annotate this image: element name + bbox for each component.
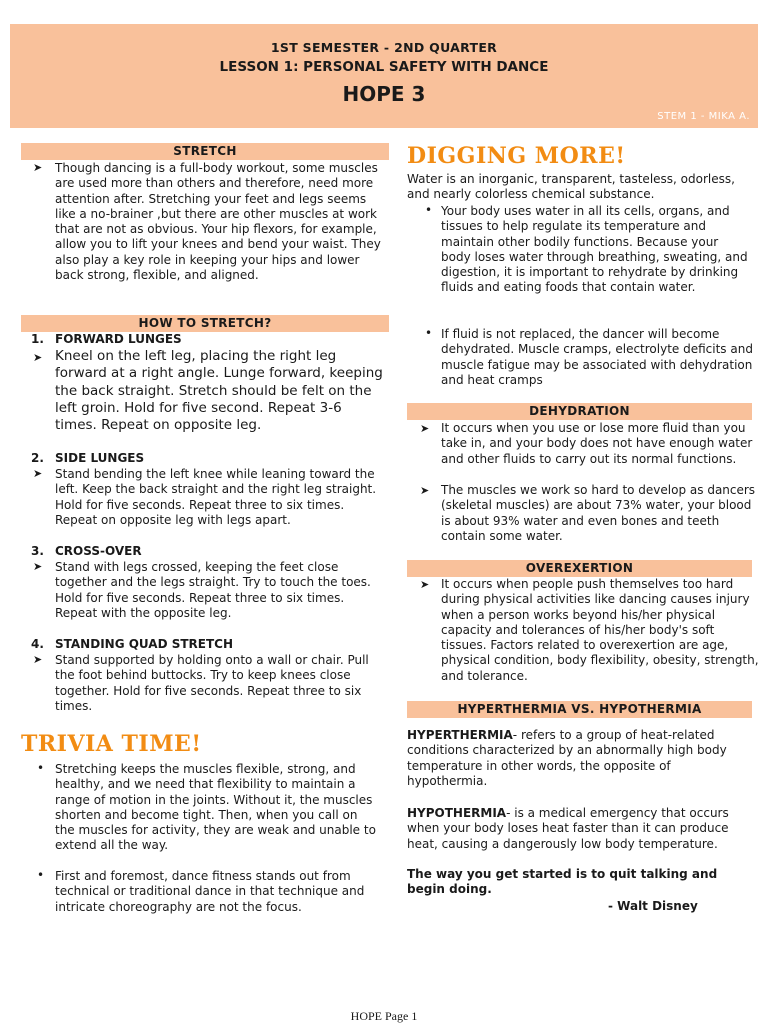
subject-title: HOPE 3 xyxy=(342,82,426,106)
cross-over-text: Stand with legs crossed, keeping the feet close together and the legs straight. Try to touch the toes. Hold for five seconds. Repeat three to six times. Repeat with the opposite leg. xyxy=(55,560,371,620)
lesson-title: LESSON 1: PERSONAL SAFETY WITH DANCE xyxy=(219,59,549,75)
item-number: 1. xyxy=(31,332,44,346)
quad-stretch-text: Stand supported by holding onto a wall or chair. Pull the foot behind buttocks. Try to keep knees close together. Hold for five seconds. Repeat three to six times. xyxy=(55,653,369,713)
arrow-bullet-icon: ➤ xyxy=(420,484,430,497)
trivia-bullet-1: Stretching keeps the muscles flexible, strong, and healthy, and we need that flexibility to maintain a range of motion in the joints. Without it, the muscles shorten and become tight. Then, when you call on the muscles for activity, they are weak and unable to extend all the way. xyxy=(55,762,376,853)
page-header xyxy=(10,24,758,128)
trivia-time-title: TRIVIA TIME! xyxy=(21,731,202,757)
overexertion-heading: OVEREXERTION xyxy=(407,560,752,577)
hyperthermia-definition: - refers to a group of heat-related conditions characterized by an abnormally high body temperature in other words, the opposite of hypothermia. xyxy=(407,728,727,788)
semester-label: 1ST SEMESTER - 2ND QUARTER xyxy=(270,40,498,55)
item-number: 3. xyxy=(31,544,44,558)
digging-more-title: DIGGING MORE! xyxy=(407,143,626,169)
page-footer: HOPE Page 1 xyxy=(350,1009,418,1023)
side-lunges-text: Stand bending the left knee while leaning toward the left. Keep the back straight and the right leg straight. Hold for five seconds. Repeat three to six times. Repeat on opposite leg with legs apart. xyxy=(55,467,377,527)
digging-intro: Water is an inorganic, transparent, tasteless, odorless, and nearly colorless chemical substance. xyxy=(407,172,735,202)
arrow-bullet-icon: ➤ xyxy=(33,653,43,666)
how-to-stretch-heading: HOW TO STRETCH? xyxy=(21,315,389,332)
item-number: 2. xyxy=(31,451,44,465)
dehydration-item-2: The muscles we work so hard to develop as dancers (skeletal muscles) are about 73% water, your blood is about 93% water and even bones and teeth contain some water. xyxy=(441,483,756,543)
arrow-bullet-icon: ➤ xyxy=(33,560,43,573)
dehydration-heading: DEHYDRATION xyxy=(407,403,752,420)
side-lunges-title: SIDE LUNGES xyxy=(55,451,145,465)
digging-bullet-1: Your body uses water in all its cells, organs, and tissues to help regulate its temperature and maintain other bodily functions. Because your body loses water through breathing, sweating, and digestion, it is important to rehydrate by drinking fluids and eating foods that contain water. xyxy=(441,204,748,295)
hypothermia-term: HYPOTHERMIA xyxy=(407,806,507,820)
dehydration-item-1: It occurs when you use or lose more fluid than you take in, and your body does not have enough water and other fluids to carry out its normal functions. xyxy=(441,421,753,466)
arrow-bullet-icon: ➤ xyxy=(33,351,43,364)
digging-bullet-2: If fluid is not replaced, the dancer will become dehydrated. Muscle cramps, electrolyte deficits and muscle fatigue may be associated with dehydration and heat cramps xyxy=(441,327,753,387)
arrow-bullet-icon: ➤ xyxy=(33,467,43,480)
item-number: 4. xyxy=(31,637,44,651)
hypothermia-paragraph xyxy=(407,806,752,852)
forward-lunges-title: FORWARD LUNGES xyxy=(55,332,182,346)
overexertion-text: It occurs when people push themselves too hard during physical activities like dancing causes injury when a person works beyond his/her physical capacity and tolerances of his/her body's soft tissues. Factors related to overexertion are age, physical condition, body flexibility, obesity, strength, and tolerance. xyxy=(441,577,759,683)
trivia-bullet-2: First and foremost, dance fitness stands out from technical or traditional dance in that technique and intricate choreography are not the focus. xyxy=(55,869,365,914)
hyperthermia-paragraph xyxy=(407,728,747,789)
hyper-hypo-heading: HYPERTHERMIA VS. HYPOTHERMIA xyxy=(407,701,752,718)
quad-stretch-title: STANDING QUAD STRETCH xyxy=(55,637,234,651)
stretch-text: Though dancing is a full-body workout, some muscles are used more than others and therefore, need more attention after. Stretching your feet and legs seems like a no-brainer ,but there are other muscles at work that are not as obvious. Your hip flexors, for example, allow you to lift your knees and bend your waist. They also play a key role in keeping your hips and lower back strong, flexible, and aligned. xyxy=(55,161,381,283)
quote-text: The way you get started is to quit talking and begin doing. xyxy=(407,867,718,897)
stretch-heading: STRETCH xyxy=(21,143,389,160)
hypothermia-definition: - is a medical emergency that occurs when your body loses heat faster than it can produce heat, causing a dangerously low body temperature. xyxy=(407,806,729,851)
arrow-bullet-icon: ➤ xyxy=(33,161,43,174)
author-label: STEM 1 - MIKA A. xyxy=(657,111,750,122)
arrow-bullet-icon: ➤ xyxy=(420,578,430,591)
cross-over-title: CROSS-OVER xyxy=(55,544,142,558)
bullet-icon: • xyxy=(425,203,433,217)
quote-author: - Walt Disney xyxy=(608,899,698,913)
bullet-icon: • xyxy=(37,868,45,882)
bullet-icon: • xyxy=(37,761,45,775)
arrow-bullet-icon: ➤ xyxy=(420,422,430,435)
bullet-icon: • xyxy=(425,326,433,340)
hyperthermia-term: HYPERTHERMIA xyxy=(407,728,513,742)
forward-lunges-text: Kneel on the left leg, placing the right leg forward at a right angle. Lunge forward, keeping the back straight. Stretch should be felt on the left groin. Hold for five second. Repeat 3-6 times. Repeat on opposite leg. xyxy=(55,348,383,434)
